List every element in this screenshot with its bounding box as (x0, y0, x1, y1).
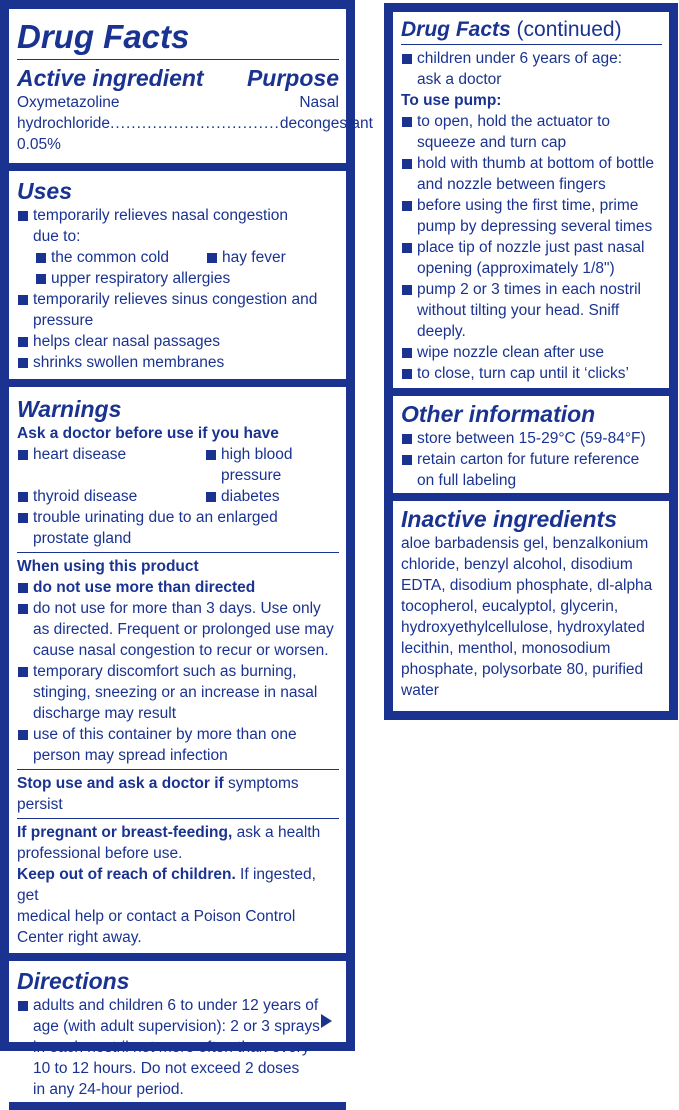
inactive-ingredients-section: Inactive ingredients aloe barbadensis gel, benzalkonium chloride, benzyl alcohol, disodium EDTA, disodium phosphate, dl-alpha tocopherol, eucalyptol, glycerin, hydroxyethylcellulose, hydroxylated lecithin, menthol, monosodium phosphate, polysorbate 80, purified water (393, 501, 669, 703)
stop-use-line: Stop use and ask a doctor if symptoms persist (17, 775, 299, 813)
keep-out-line: Keep out of reach of children. If ingested, get (17, 866, 316, 904)
ingredient-purpose-2: decongestant (279, 115, 373, 132)
list-item: do not use for more than 3 days. Use only (17, 598, 339, 619)
continue-arrow-icon (321, 1014, 332, 1028)
inactive-ingredients-heading: Inactive ingredients (401, 506, 618, 532)
continued-section: Drug Facts (continued) children under 6 years of age: ask a doctor To use pump: to open, hold the actuator to squeeze and turn cap hold with thumb at bottom of bottle and nozzle between fingers before using the first time, prime pump by depressing several times place tip of nozzle just past nasal opening (approximately 1/8") pump 2 or 3 times in each nostril without tilting your head. Sniff deeply. wipe nozzle clean after use to close, turn cap until it ‘clicks’ (393, 12, 669, 396)
other-information-heading: Other information (401, 401, 596, 427)
uses-section: Uses temporarily relieves nasal congestion due to: the common cold hay fever upper respiratory allergies temporarily relieves sinus congestion and pressure helps clear nasal passages shrinks swollen membranes (9, 171, 346, 387)
active-ingredient-section: Drug Facts Active ingredient Purpose Oxymetazoline Nasal hydrochloride 0.05% ................................ decongestant (9, 9, 346, 171)
list-item: hay fever (206, 247, 339, 268)
drug-facts-title: Drug Facts (17, 18, 190, 55)
uses-heading: Uses (17, 178, 72, 204)
list-item: the common cold (35, 247, 206, 268)
list-item: do not use more than directed (17, 577, 339, 598)
list-item: shrinks swollen membranes (17, 352, 339, 373)
drug-facts-right-panel (384, 3, 678, 720)
list-item: diabetes (205, 486, 339, 507)
directions-section: Directions adults and children 6 to under 12 years of age (with adult supervision): 2 or 3 sprays in each nostril not more often than every 10 to 12 hours. Do not exceed 2 doses in any 24-hour period. (9, 961, 346, 1110)
warnings-heading: Warnings (17, 396, 122, 422)
list-item: hold with thumb at bottom of bottle (401, 153, 662, 174)
list-item: upper respiratory allergies (35, 268, 339, 289)
list-item: before using the first time, prime (401, 195, 662, 216)
list-item: helps clear nasal passages (17, 331, 339, 352)
list-item: children under 6 years of age: (401, 48, 662, 69)
warnings-section: Warnings Ask a doctor before use if you have heart disease high blood pressure thyroid disease diabetes trouble urinating due to an enlarged prostate gland When using this product do not use more than directed do not use for more than 3 days. Use only as directed. Frequent or prolonged use may cause nasal congestion to recur or worsen. temporary discomfort such as burning, stinging, sneezing or an increase in nasal discharge may result use of this container by more than one person may spread infection Stop use and ask a doctor if symptoms persist If pregnant or breast-feeding, ask a health professional before use. Keep out of reach of children. If ingested, get medical help or contact a Poison Control Center right away. (9, 387, 346, 961)
list-item: wipe nozzle clean after use (401, 342, 662, 363)
list-item: place tip of nozzle just past nasal (401, 237, 662, 258)
list-item: retain carton for future reference (401, 449, 662, 470)
list-item: high blood pressure (205, 444, 339, 486)
list-item: adults and children 6 to under 12 years of (17, 995, 339, 1016)
ingredient-name: Oxymetazoline (17, 94, 120, 111)
list-item: to close, turn cap until it ‘clicks’ (401, 363, 662, 384)
list-item: trouble urinating due to an enlarged (17, 507, 339, 528)
list-item: temporary discomfort such as burning, (17, 661, 339, 682)
ingredient-strength: hydrochloride 0.05% (17, 115, 111, 153)
purpose-heading: Purpose (246, 65, 339, 91)
active-ingredient-heading: Active ingredient (17, 65, 204, 91)
other-information-section: Other information store between 15-29°C (59-84°F) retain carton for future reference on full labeling (393, 396, 669, 501)
list-item: store between 15-29°C (59-84°F) (401, 428, 662, 449)
directions-heading: Directions (17, 968, 130, 994)
list-item: to open, hold the actuator to (401, 111, 662, 132)
continued-title: Drug Facts (continued) (401, 18, 622, 41)
list-item: thyroid disease (17, 486, 205, 507)
ingredient-purpose: Nasal (299, 94, 339, 111)
ask-doctor-heading: Ask a doctor before use if you have (17, 425, 279, 442)
list-item: use of this container by more than one (17, 724, 339, 745)
pregnant-line: If pregnant or breast-feeding, ask a health (17, 824, 321, 841)
list-item: pump 2 or 3 times in each nostril (401, 279, 662, 300)
pump-heading: To use pump: (401, 92, 502, 109)
when-using-heading: When using this product (17, 558, 199, 575)
list-item: heart disease (17, 444, 205, 486)
list-item: temporarily relieves nasal congestion (17, 205, 339, 226)
list-item: temporarily relieves sinus congestion and (17, 289, 339, 310)
